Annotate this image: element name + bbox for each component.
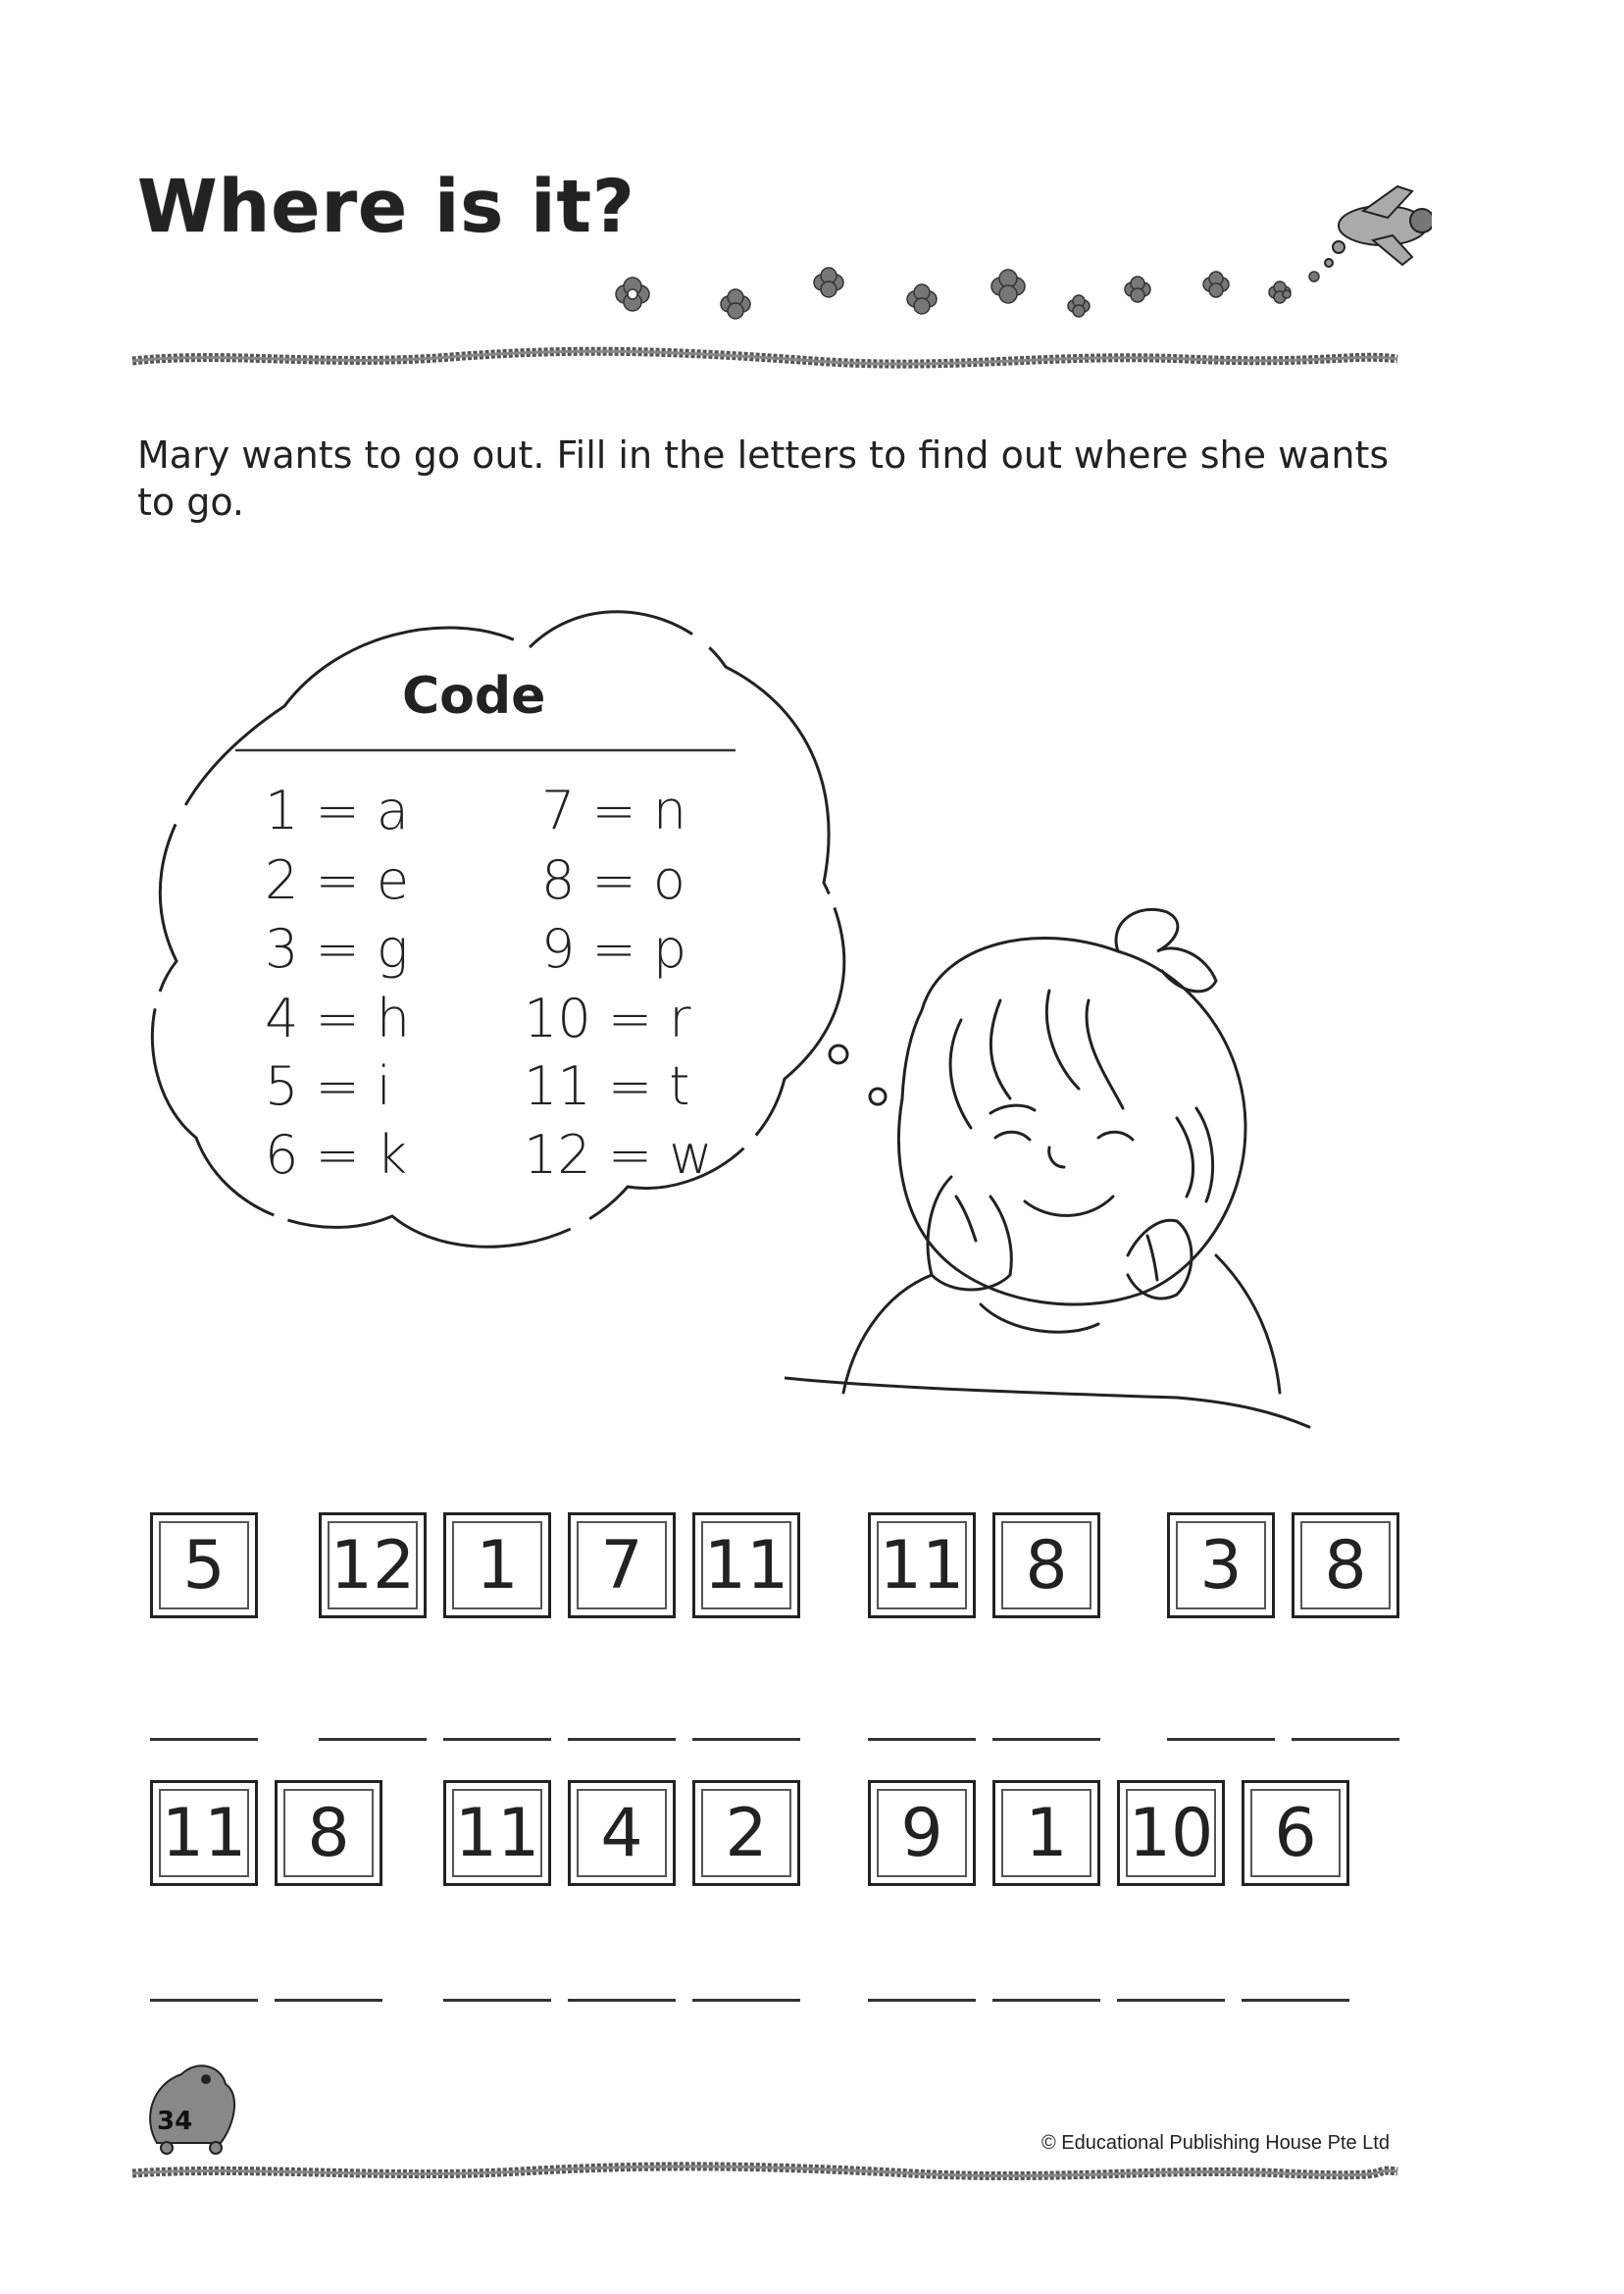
answer-blank[interactable] (443, 1999, 551, 2002)
answer-blank[interactable] (150, 1738, 258, 1741)
flower-icon (1068, 295, 1090, 317)
answer-blank[interactable] (992, 1738, 1100, 1741)
answer-blank[interactable] (992, 1999, 1100, 2002)
answer-blank[interactable] (1167, 1738, 1275, 1741)
number-cell: 8 (275, 1780, 382, 1886)
answer-blank[interactable] (568, 1738, 676, 1741)
code-entry: 5 = i (265, 1055, 391, 1117)
page-number: 34 (157, 2107, 193, 2136)
flower-icon (616, 278, 649, 311)
instructions-text: Mary wants to go out. Fill in the letters to find out where she wants to go. (137, 433, 1390, 524)
code-entry: 10 = r (524, 988, 691, 1049)
thinking-girl-illustration (785, 883, 1334, 1471)
number-cell: 8 (1292, 1512, 1399, 1618)
airplane-icon (1325, 186, 1432, 267)
answer-blank[interactable] (868, 1738, 976, 1741)
code-entry: 3 = g (265, 918, 409, 980)
number-cell: 11 (868, 1512, 976, 1618)
code-entry: 6 = k (265, 1124, 408, 1186)
number-cell: 6 (1242, 1780, 1349, 1886)
answer-blank[interactable] (692, 1999, 800, 2002)
thought-bubble-small (870, 1089, 886, 1104)
page-title: Where is it? (137, 165, 635, 249)
flower-icon (814, 268, 843, 297)
code-title: Code (402, 667, 546, 726)
number-cell: 12 (319, 1512, 427, 1618)
number-cell: 8 (992, 1512, 1100, 1618)
flower-icon (1203, 272, 1229, 297)
number-cell: 1 (443, 1512, 551, 1618)
code-entry: 1 = a (265, 780, 410, 841)
number-cell: 9 (868, 1780, 976, 1886)
flower-icon (991, 270, 1025, 303)
code-entry: 11 = t (524, 1055, 690, 1117)
answer-blank[interactable] (868, 1999, 976, 2002)
code-entry: 4 = h (265, 988, 411, 1049)
answer-blank[interactable] (319, 1738, 427, 1741)
copyright-text: © Educational Publishing House Pte Ltd (1041, 2132, 1390, 2154)
number-cell: 3 (1167, 1512, 1275, 1618)
flower-icon (721, 289, 750, 319)
answer-blank[interactable] (1117, 1999, 1225, 2002)
code-entry: 9 = p (541, 918, 687, 980)
answer-blank[interactable] (150, 1999, 258, 2002)
answer-blank[interactable] (1292, 1738, 1399, 1741)
number-cell: 11 (443, 1780, 551, 1886)
top-divider (127, 343, 1402, 373)
flower-icon (907, 284, 937, 314)
flower-trail-decoration (588, 167, 1432, 333)
answer-blank[interactable] (443, 1738, 551, 1741)
number-cell: 11 (150, 1780, 258, 1886)
number-cell: 1 (992, 1780, 1100, 1886)
number-cell: 5 (150, 1512, 258, 1618)
code-entry: 8 = o (541, 849, 685, 911)
answer-blank[interactable] (568, 1999, 676, 2002)
mascot-icon (137, 2050, 245, 2158)
number-cell: 11 (692, 1512, 800, 1618)
code-entry: 7 = n (541, 780, 687, 841)
bottom-divider (127, 2158, 1402, 2187)
answer-blank[interactable] (275, 1999, 382, 2002)
answer-blank[interactable] (692, 1738, 800, 1741)
number-cell: 10 (1117, 1780, 1225, 1886)
flower-icon (1125, 277, 1150, 302)
thought-bubble-small (830, 1045, 847, 1063)
number-cell: 4 (568, 1780, 676, 1886)
answer-blank[interactable] (1242, 1999, 1349, 2002)
number-cell: 7 (568, 1512, 676, 1618)
number-cell: 2 (692, 1780, 800, 1886)
code-entry: 12 = w (524, 1124, 713, 1186)
code-entry: 2 = e (265, 849, 410, 911)
